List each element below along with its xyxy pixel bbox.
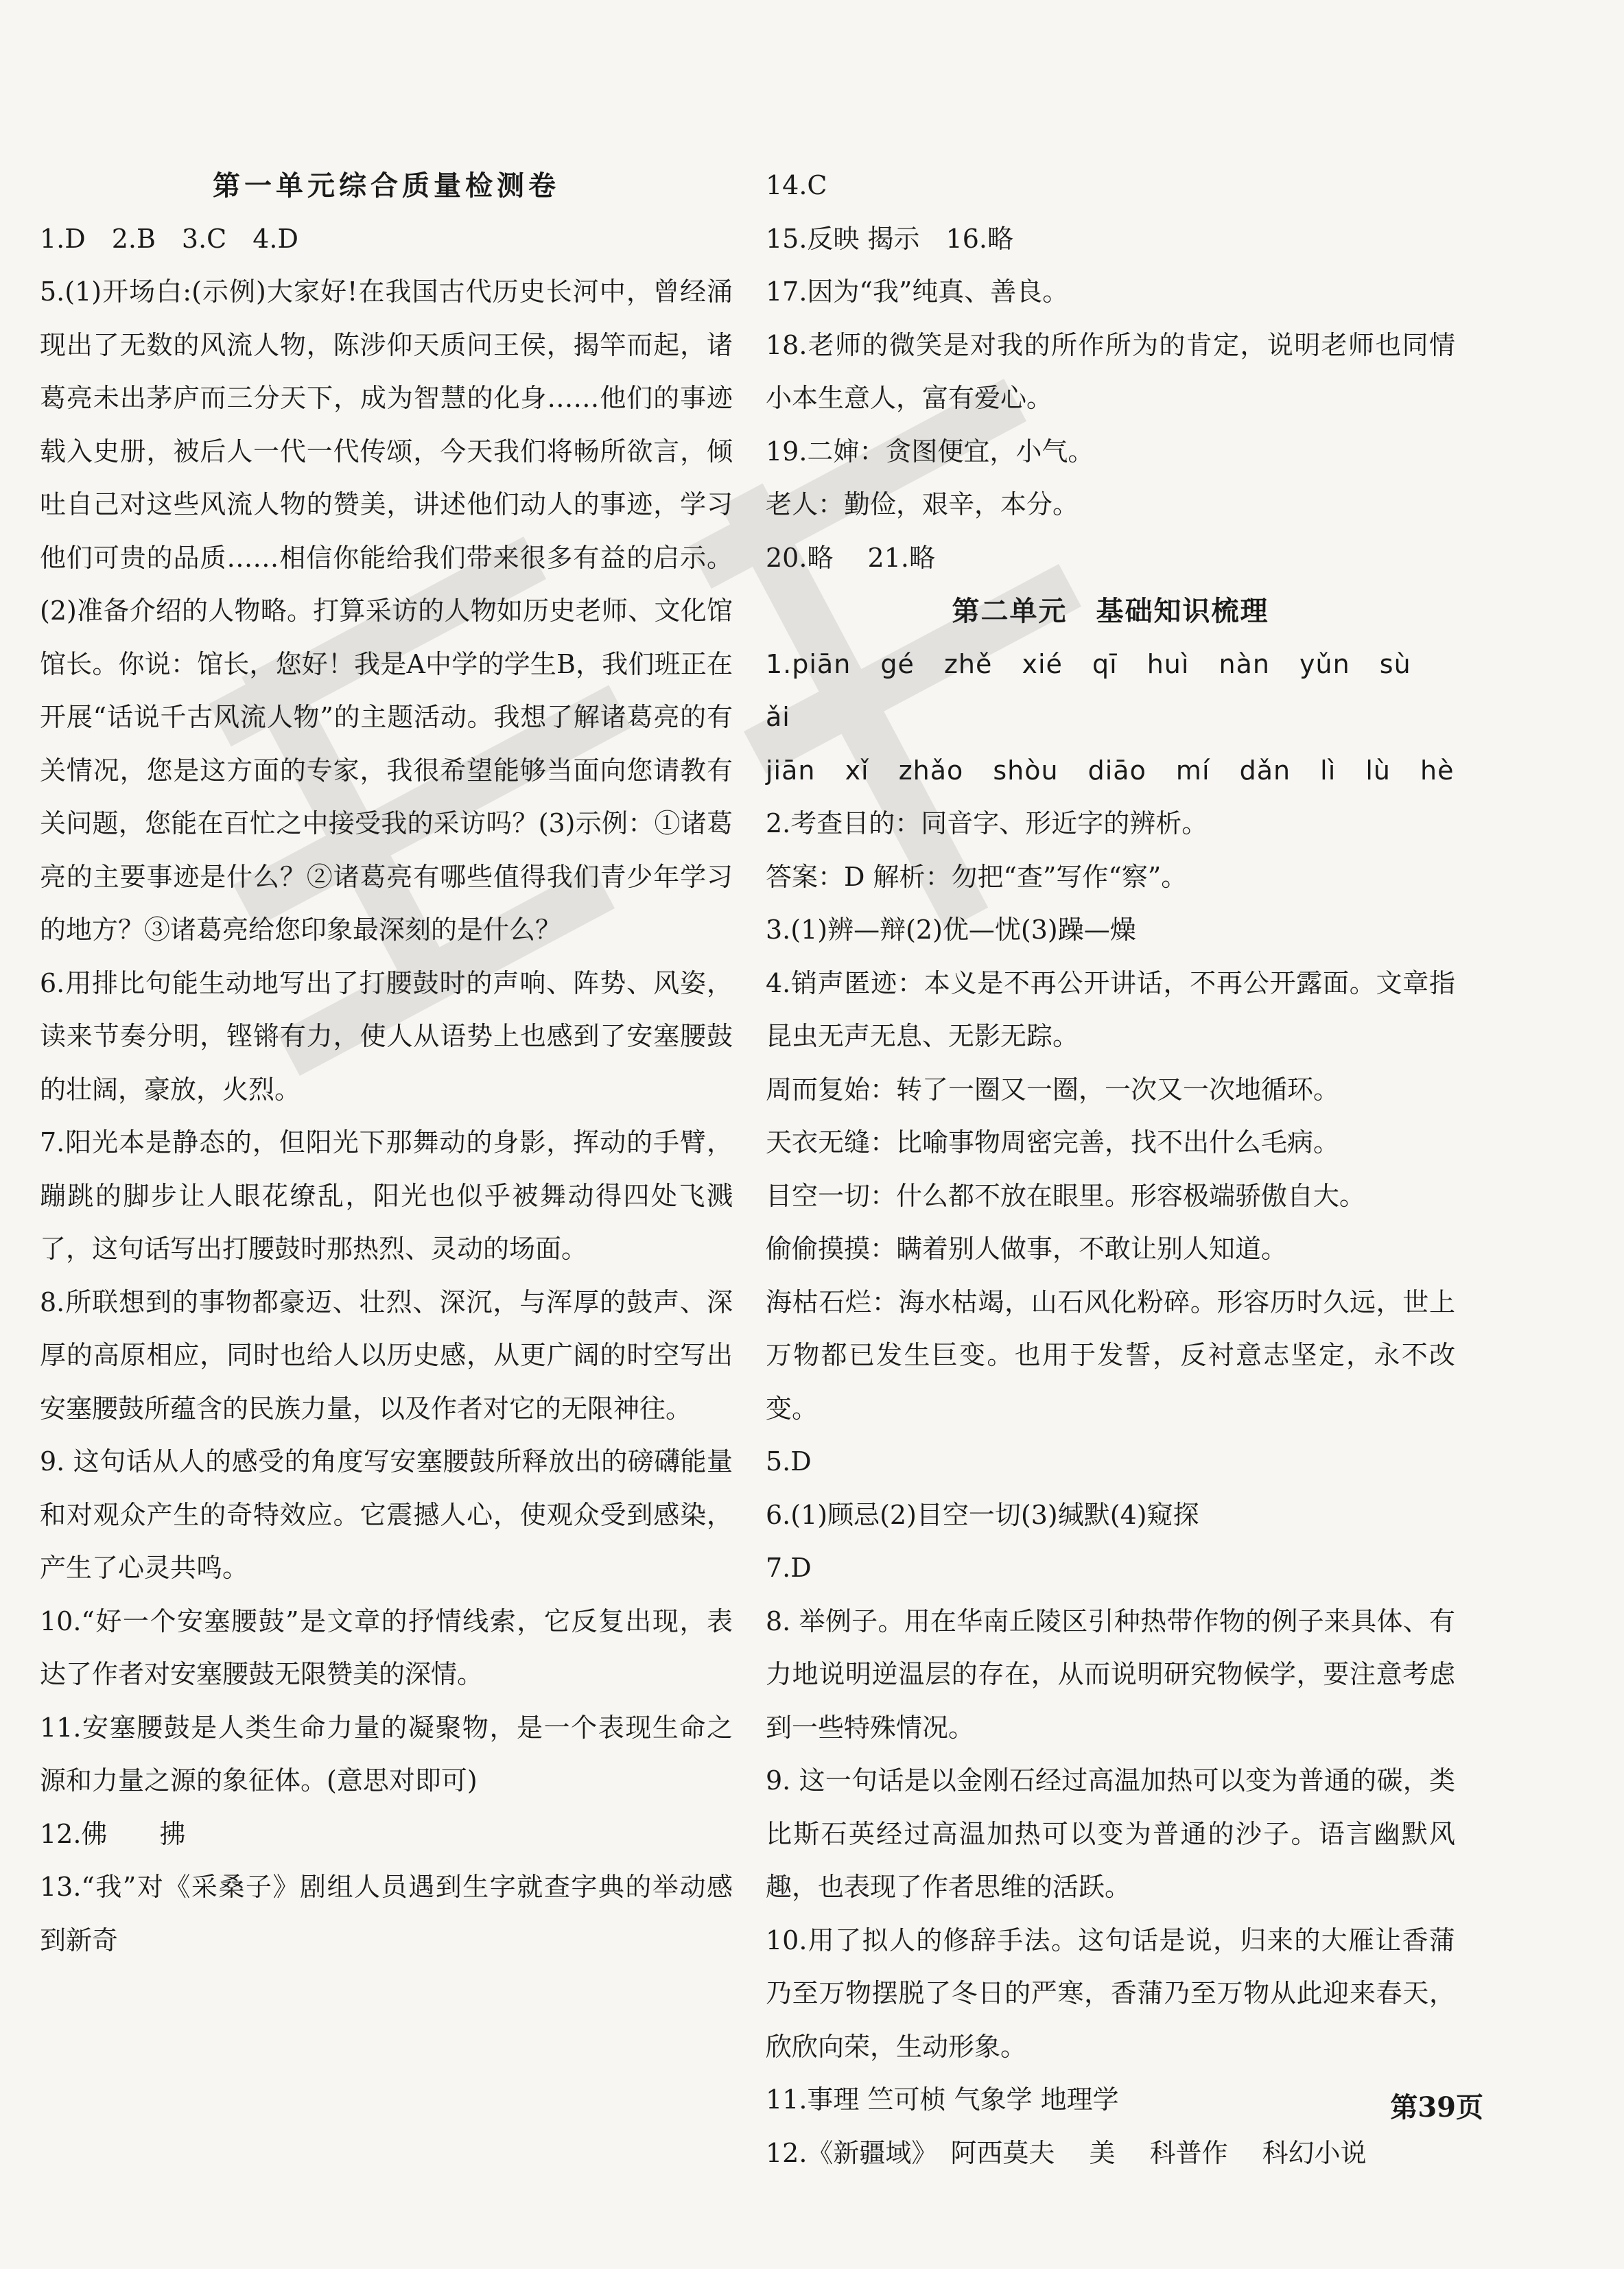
answer-line: 5.D	[766, 1446, 812, 1477]
answer-line: 14.C	[766, 170, 827, 200]
answer-line: 12.佛 拂	[40, 1818, 186, 1849]
answer-line: 答案：D 解析：勿把“查”写作“察”。	[766, 861, 1188, 892]
answer-line: 8. 举例子。用在华南丘陵区引种热带作物的例子来具体、有力地说明逆温层的存在，从而说明研究物候学，要注意考虑到一些特殊情况。	[766, 1606, 1455, 1743]
answer-line: 8.所联想到的事物都豪迈、壮烈、深沉，与浑厚的鼓声、深厚的高原相应，同时也给人以历史感，从更广阔的时空写出安塞腰鼓所蕴含的民族力量，以及作者对它的无限神往。	[40, 1286, 733, 1424]
answer-line: 20.略 21.略	[766, 542, 935, 573]
answer-line: 17.因为“我”纯真、善良。	[766, 277, 1069, 307]
pinyin-line: 1.piān gé zhě xié qī huì nàn yǔn sù ǎi	[766, 648, 1411, 732]
pinyin-line: jiān xǐ zhǎo shòu diāo mí dǎn lì lù hè	[766, 755, 1455, 786]
answer-line: 7.D	[766, 1553, 812, 1583]
answer-line: 偷偷摸摸：瞒着别人做事，不敢让别人知道。	[766, 1234, 1288, 1264]
answer-line: 12.《新疆域》 阿西莫夫 美 科普作 科幻小说	[766, 2137, 1367, 2168]
answer-line: 19.二婶：贪图便宜，小气。	[766, 436, 1094, 467]
answer-line: 15.反映 揭示 16.略	[766, 223, 1013, 254]
section-title-unit1: 第一单元综合质量检测卷	[213, 169, 560, 202]
answer-line: 周而复始：转了一圈又一圈，一次又一次地循环。	[766, 1074, 1340, 1105]
answer-line: 4.销声匿迹：本义是不再公开讲话，不再公开露面。文章指昆虫无声无息、无影无踪。	[766, 967, 1455, 1051]
left-column	[40, 159, 733, 1967]
answer-line: 目空一切：什么都不放在眼里。形容极端骄傲自大。	[766, 1180, 1366, 1211]
answer-line: 6.(1)顾忌(2)目空一切(3)缄默(4)窥探	[766, 1499, 1199, 1530]
answer-line: 10.用了拟人的修辞手法。这句话是说，归来的大雁让香蒲乃至万物摆脱了冬日的严寒，香蒲乃至万物从此迎来春天，欣欣向荣，生动形象。	[766, 1925, 1455, 2062]
answer-line: 海枯石烂：海水枯竭，山石风化粉碎。形容历时久远，世上万物都已发生巨变。也用于发誓，反衬意志坚定，永不改变。	[766, 1286, 1455, 1424]
answer-line: 5.(1)开场白:(示例)大家好!在我国古代历史长河中，曾经涌现出了无数的风流人物，陈涉仰天质问王侯，揭竿而起，诸葛亮未出茅庐而三分天下，成为智慧的化身……他们的事迹载入史册，被后人一代一代传颂，今天我们将畅所欲言，倾吐自己对这些风流人物的赞美，讲述他们动人的事迹，学习他们可贵的品质……相信你能给我们带来很多有益的启示。(2)准备介绍的人物略。打算采访的人物如历史老师、文化馆馆长。你说：馆长，您好！我是A中学的学生B，我们班正在开展“话说千古风流人物”的主题活动。我想了解诸葛亮的有关情况，您是这方面的专家，我很希望能够当面向您请教有关问题，您能在百忙之中接受我的采访吗？(3)示例：①诸葛亮的主要事迹是什么？②诸葛亮有哪些值得我们青少年学习的地方？③诸葛亮给您印象最深刻的是什么？	[40, 277, 733, 945]
section-title-unit2: 第二单元 基础知识梳理	[952, 595, 1269, 627]
answer-line: 6.用排比句能生动地写出了打腰鼓时的声响、阵势、风姿，读来节奏分明，铿锵有力，使人从语势上也感到了安塞腰鼓的壮阔，豪放，火烈。	[40, 967, 733, 1105]
right-column	[766, 159, 1455, 2180]
answer-line: 2.考查目的：同音字、形近字的辨析。	[766, 808, 1208, 838]
answer-line: 1.D 2.B 3.C 4.D	[40, 223, 298, 254]
answer-line: 10.“好一个安塞腰鼓”是文章的抒情线索，它反复出现，表达了作者对安塞腰鼓无限赞美的深情。	[40, 1606, 733, 1689]
page-number: 第39页	[1390, 2091, 1483, 2124]
answer-line: 13.“我”对《采桑子》剧组人员遇到生字就查字典的举动感到新奇	[40, 1872, 733, 1955]
answer-line: 天衣无缝：比喻事物周密完善，找不出什么毛病。	[766, 1127, 1340, 1157]
answer-line: 7.阳光本是静态的，但阳光下那舞动的身影，挥动的手臂，蹦跳的脚步让人眼花缭乱，阳光也似乎被舞动得四处飞溅了，这句话写出打腰鼓时那热烈、灵动的场面。	[40, 1127, 733, 1264]
answer-line: 3.(1)辨—辩(2)优—忧(3)躁—燥	[766, 915, 1136, 945]
answer-line: 11.安塞腰鼓是人类生命力量的凝聚物，是一个表现生命之源和力量之源的象征体。(意思对即可)	[40, 1712, 733, 1796]
answer-line: 老人：勤俭，艰辛，本分。	[766, 489, 1079, 519]
answer-line: 9. 这句话从人的感受的角度写安塞腰鼓所释放出的磅礴能量和对观众产生的奇特效应。它震撼人心，使观众受到感染，产生了心灵共鸣。	[40, 1446, 733, 1583]
answer-line: 18.老师的微笑是对我的所作所为的肯定，说明老师也同情小本生意人，富有爱心。	[766, 329, 1455, 413]
answer-line: 11.事理 竺可桢 气象学 地理学	[766, 2084, 1119, 2115]
answer-line: 9. 这一句话是以金刚石经过高温加热可以变为普通的碳，类比斯石英经过高温加热可以变为普通的沙子。语言幽默风趣，也表现了作者思维的活跃。	[766, 1765, 1455, 1902]
